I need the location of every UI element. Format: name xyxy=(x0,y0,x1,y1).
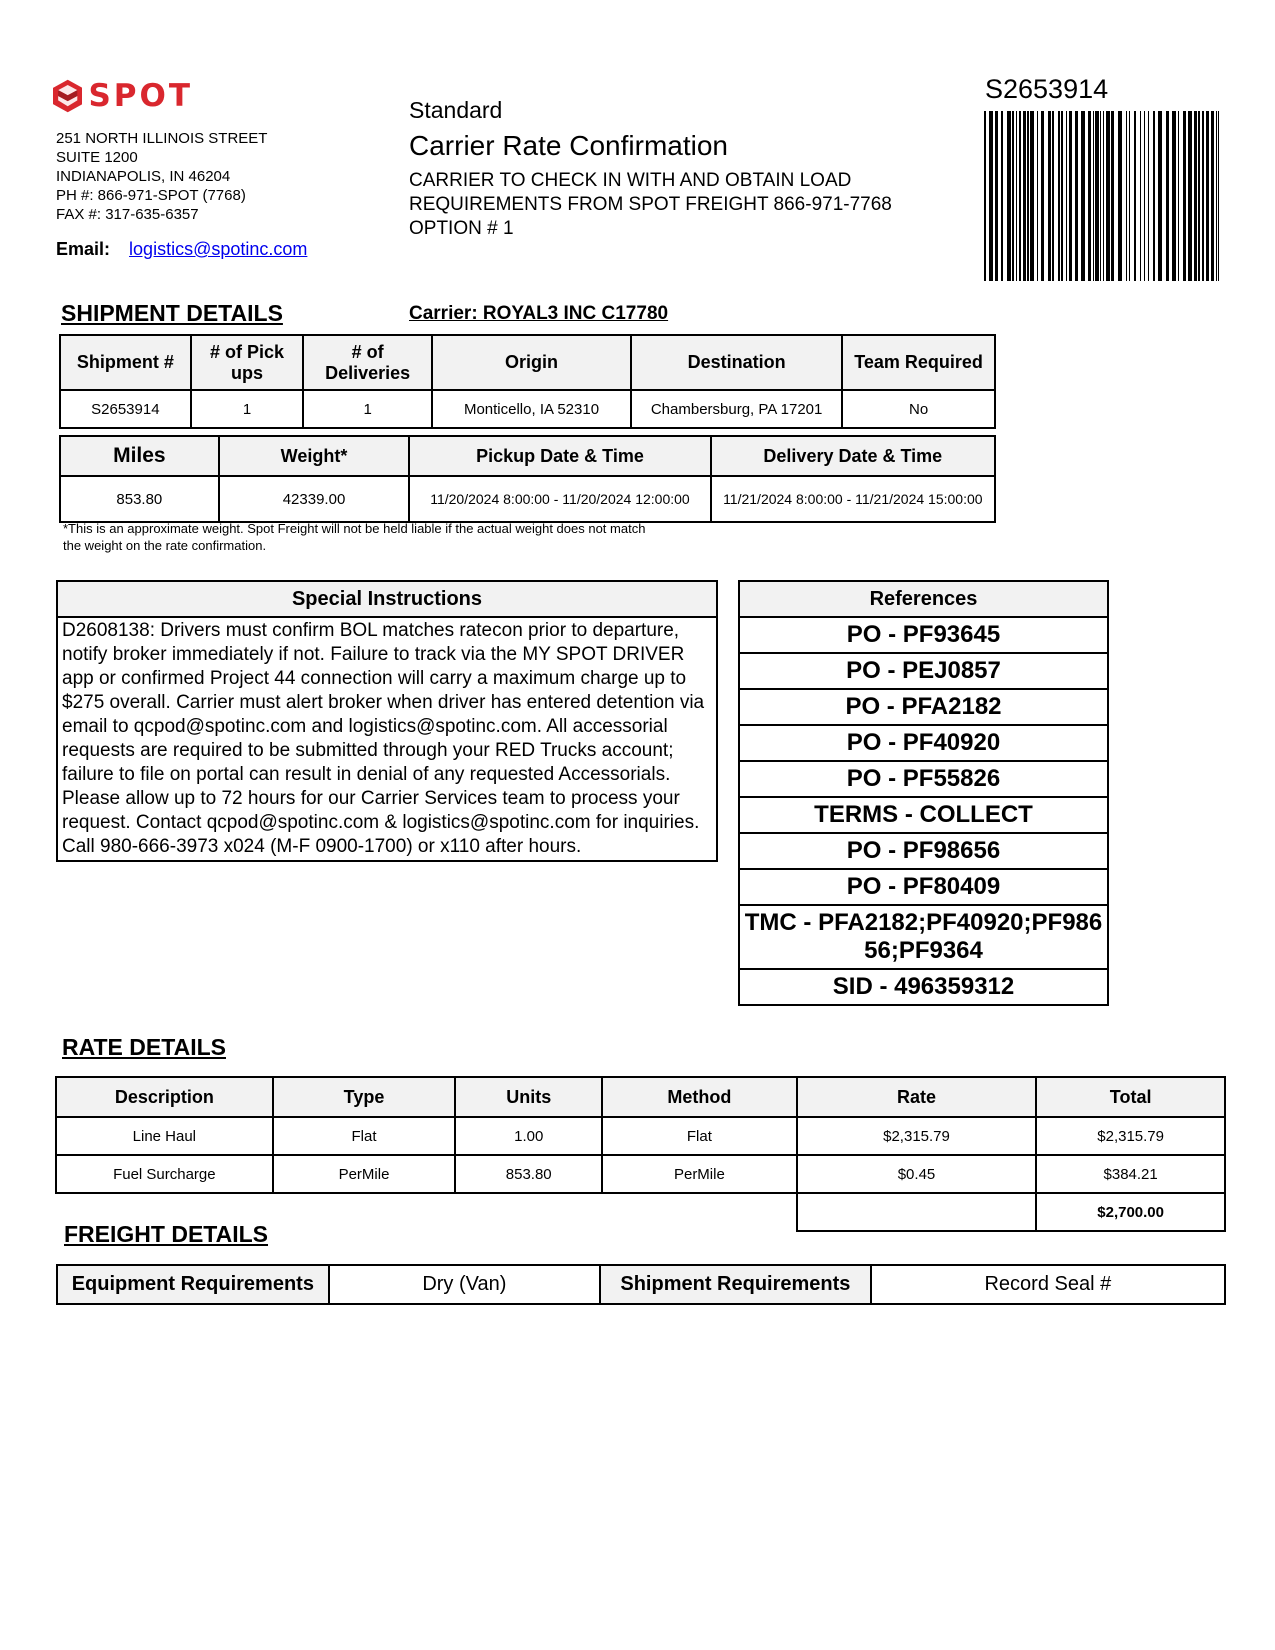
total-label-cell xyxy=(797,1193,1037,1231)
column-header: Delivery Date & Time xyxy=(711,436,995,476)
table-cell: Line Haul xyxy=(56,1117,273,1155)
reference-item: PO - PF80409 xyxy=(740,870,1107,906)
table-cell: 1 xyxy=(303,390,432,428)
logo-text: SPOT xyxy=(88,78,193,114)
column-header: # of Pick ups xyxy=(191,335,304,390)
shipment-requirements-label: Shipment Requirements xyxy=(600,1265,871,1304)
reference-item: TMC - PFA2182;PF40920;PF98656;PF9364 xyxy=(740,906,1107,970)
email-label: Email: xyxy=(56,239,111,259)
table-cell: 853.80 xyxy=(455,1155,602,1193)
note-line: CARRIER TO CHECK IN WITH AND OBTAIN LOAD xyxy=(409,170,852,191)
table-header-row xyxy=(56,1077,1225,1117)
column-header: Rate xyxy=(797,1077,1037,1117)
table-cell: $2,315.79 xyxy=(797,1117,1037,1155)
table-cell: 11/21/2024 8:00:00 - 11/21/2024 15:00:00 xyxy=(711,476,995,522)
table-row xyxy=(60,476,995,522)
barcode-number: S2653914 xyxy=(985,74,1109,104)
table-cell: 42339.00 xyxy=(219,476,410,522)
reference-item: PO - PF40920 xyxy=(740,726,1107,762)
document-title: Carrier Rate Confirmation xyxy=(409,130,728,161)
table-cell: Flat xyxy=(273,1117,456,1155)
equipment-requirements-value: Dry (Van) xyxy=(329,1265,600,1304)
table-cell: Chambersburg, PA 17201 xyxy=(631,390,842,428)
shipment-schedule-table xyxy=(59,435,996,523)
table-cell: S2653914 xyxy=(60,390,191,428)
column-header: Description xyxy=(56,1077,273,1117)
document-subtitle: Standard xyxy=(409,97,503,123)
column-header: Shipment # xyxy=(60,335,191,390)
company-address xyxy=(56,129,267,224)
freight-details-heading: FREIGHT DETAILS xyxy=(64,1221,269,1247)
address-line: SUITE 1200 xyxy=(56,149,138,166)
reference-item: TERMS - COLLECT xyxy=(740,798,1107,834)
table-cell: Fuel Surcharge xyxy=(56,1155,273,1193)
column-header: Destination xyxy=(631,335,842,390)
rate-table xyxy=(55,1076,1226,1232)
column-header: Miles xyxy=(60,436,219,476)
table-cell: PerMile xyxy=(602,1155,797,1193)
special-instructions-box xyxy=(56,580,718,862)
spot-logo-icon xyxy=(53,74,82,118)
column-header: Method xyxy=(602,1077,797,1117)
document-note xyxy=(409,169,949,241)
column-header: Type xyxy=(273,1077,456,1117)
address-line: PH #: 866-971-SPOT (7768) xyxy=(56,187,246,204)
table-header-row xyxy=(60,335,995,390)
table-row xyxy=(60,390,995,428)
equipment-requirements-label: Equipment Requirements xyxy=(57,1265,329,1304)
table-cell: $2,315.79 xyxy=(1036,1117,1225,1155)
table-row xyxy=(57,1265,1225,1304)
column-header: Weight* xyxy=(219,436,410,476)
reference-item: SID - 496359312 xyxy=(832,973,1015,1000)
note-line: OPTION # 1 xyxy=(409,218,514,239)
rate-details-heading: RATE DETAILS xyxy=(62,1034,226,1060)
shipment-details-heading: SHIPMENT DETAILS xyxy=(61,300,283,326)
barcode-image xyxy=(984,111,1219,281)
references-heading: References xyxy=(740,582,1107,618)
column-header: Units xyxy=(455,1077,602,1117)
email-row xyxy=(56,239,307,260)
table-row xyxy=(56,1155,1225,1193)
column-header: Pickup Date & Time xyxy=(409,436,710,476)
freight-table xyxy=(56,1264,1226,1305)
email-link[interactable]: logistics@spotinc.com xyxy=(129,239,308,259)
shipment-table xyxy=(59,334,996,429)
reference-item: PO - PF98656 xyxy=(740,834,1107,870)
references-box xyxy=(738,580,1109,1006)
special-instructions-heading: Special Instructions xyxy=(58,582,716,618)
column-header: Total xyxy=(1036,1077,1225,1117)
special-instructions-text: D2608138: Drivers must confirm BOL matches ratecon prior to departure, notify broker immediately if not. Failure to track via the MY SPOT DRIVER app or confirmed Project 44 connection will carry a maximum charge up to $275 overall. Carrier must alert broker when driver has entered detention via email to qcpod@spotinc.com and logistics@spotinc.com. All accessorial requests are required to be submitted through your RED Trucks account; failure to file on portal can result in denial of any requested Accessorials. Please allow up to 72 hours for our Carrier Services team to process your request. Contact qcpod@spotinc.com & logistics@spotinc.com for inquiries. Call 980-666-3973 x024 (M-F 0900-1700) or x110 after hours. xyxy=(62,620,705,857)
reference-item: PO - PF93645 xyxy=(740,618,1107,654)
address-line: INDIANAPOLIS, IN 46204 xyxy=(56,168,231,185)
column-header: # of Deliveries xyxy=(303,335,432,390)
note-line: REQUIREMENTS FROM SPOT FREIGHT 866-971-7768 xyxy=(409,194,892,215)
table-cell: $0.45 xyxy=(797,1155,1037,1193)
table-row xyxy=(56,1117,1225,1155)
address-line: FAX #: 317-635-6357 xyxy=(56,206,199,223)
table-cell: 1.00 xyxy=(455,1117,602,1155)
grand-total: $2,700.00 xyxy=(1036,1193,1225,1231)
table-cell: PerMile xyxy=(273,1155,456,1193)
table-cell: $384.21 xyxy=(1036,1155,1225,1193)
carrier-name: Carrier: ROYAL3 INC C17780 xyxy=(409,303,669,324)
column-header: Team Required xyxy=(842,335,995,390)
table-cell: 853.80 xyxy=(60,476,219,522)
table-cell: 11/20/2024 8:00:00 - 11/20/2024 12:00:00 xyxy=(409,476,710,522)
table-cell: Flat xyxy=(602,1117,797,1155)
table-cell: 1 xyxy=(191,390,304,428)
weight-disclaimer: *This is an approximate weight. Spot Freight will not be held liable if the actual weight does not match the weight on the rate confirmation. xyxy=(63,521,646,553)
spot-logo xyxy=(53,73,193,119)
reference-item: PO - PEJ0857 xyxy=(740,654,1107,690)
table-cell: No xyxy=(842,390,995,428)
reference-item: PO - PF55826 xyxy=(740,762,1107,798)
column-header: Origin xyxy=(432,335,631,390)
shipment-requirements-value: Record Seal # xyxy=(871,1265,1225,1304)
reference-item: PO - PFA2182 xyxy=(740,690,1107,726)
table-header-row xyxy=(60,436,995,476)
table-cell: Monticello, IA 52310 xyxy=(432,390,631,428)
address-line: 251 NORTH ILLINOIS STREET xyxy=(56,130,268,147)
